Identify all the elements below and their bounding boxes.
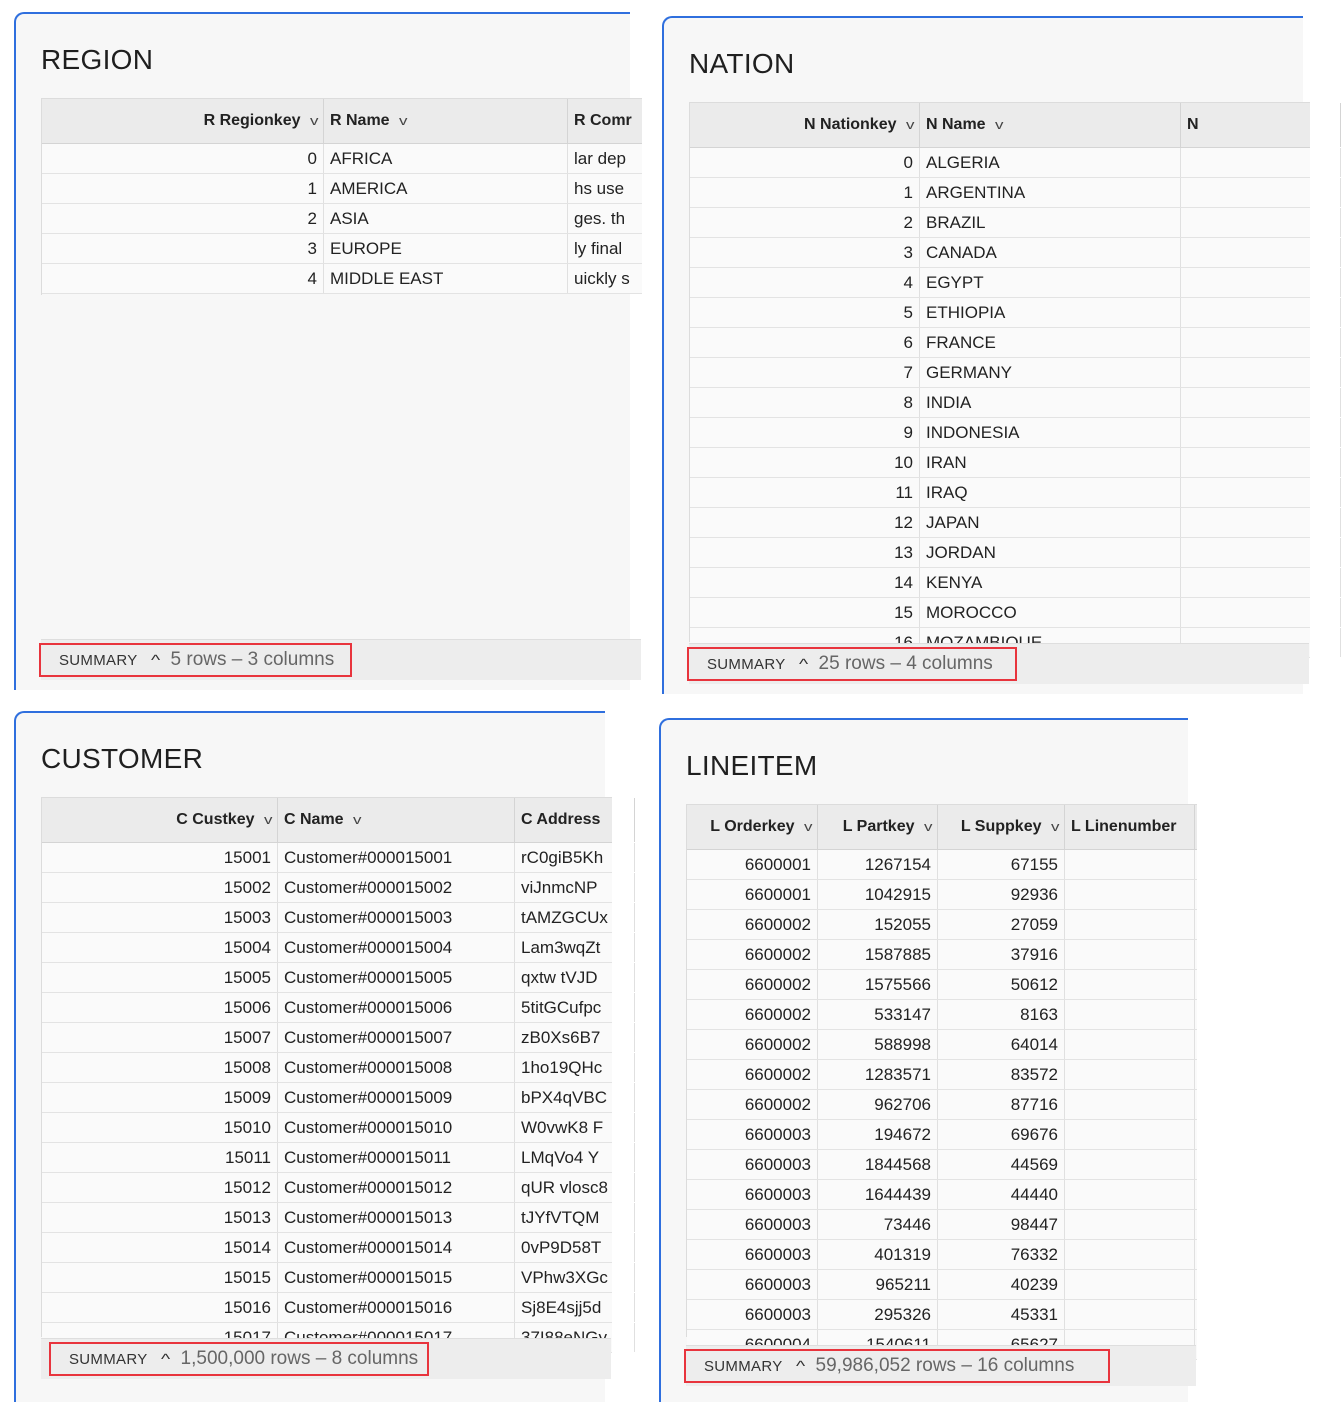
table-cell: [1065, 1210, 1195, 1239]
chevron-down-icon[interactable]: v: [1050, 819, 1059, 834]
table-cell: 15005: [42, 963, 278, 992]
table-cell: INDIA: [920, 388, 1181, 417]
table-cell: ly final: [568, 234, 688, 263]
table-cell: 1ho19QHc: [515, 1053, 635, 1082]
chevron-down-icon[interactable]: v: [803, 819, 812, 834]
table-cell: 5: [690, 298, 920, 327]
table-row[interactable]: [687, 1150, 1197, 1180]
table-row[interactable]: [42, 1233, 612, 1263]
table-cell: 83572: [938, 1060, 1065, 1089]
table-row[interactable]: [690, 298, 1310, 328]
table-cell: 6600003: [687, 1180, 818, 1209]
data-table: [41, 797, 612, 1337]
table-cell: uickly s: [568, 264, 688, 293]
table-cell: 6600003: [687, 1120, 818, 1149]
table-cell: 44440: [938, 1180, 1065, 1209]
table-cell: 15014: [42, 1233, 278, 1262]
table-cell: VPhw3XGc: [515, 1263, 635, 1292]
table-cell: 1: [42, 174, 324, 203]
column-header-label: N Nationkey: [804, 116, 897, 133]
table-cell: JAPAN: [920, 508, 1181, 537]
column-header[interactable]: [1065, 805, 1195, 849]
table-cell: [1181, 148, 1341, 177]
table-cell: [1181, 478, 1341, 507]
table-cell: GERMANY: [920, 358, 1181, 387]
column-header[interactable]: [42, 99, 324, 143]
table-cell: JORDAN: [920, 538, 1181, 567]
table-cell: 0vP9D58T: [515, 1233, 635, 1262]
table-cell: 2: [42, 204, 324, 233]
table-cell: Customer#000015008: [278, 1053, 515, 1082]
table-cell: 76332: [938, 1240, 1065, 1269]
table-header: [690, 103, 1310, 148]
chevron-down-icon[interactable]: v: [994, 117, 1004, 132]
table-cell: CANADA: [920, 238, 1181, 267]
table-cell: [1181, 328, 1341, 357]
column-header[interactable]: [818, 805, 938, 849]
table-cell: 1042915: [818, 880, 938, 909]
chevron-down-icon[interactable]: v: [398, 113, 408, 128]
table-cell: Customer#000015013: [278, 1203, 515, 1232]
table-cell: 12: [690, 508, 920, 537]
panel-title: REGION: [41, 44, 154, 75]
summary-toggle[interactable]: [49, 1342, 429, 1376]
table-cell: 13: [690, 538, 920, 567]
table-cell: ARGENTINA: [920, 178, 1181, 207]
table-cell: 295326: [818, 1300, 938, 1329]
table-cell: 1: [690, 178, 920, 207]
table-cell: 15016: [42, 1293, 278, 1322]
table-cell: [1181, 238, 1341, 267]
table-cell: 40239: [938, 1270, 1065, 1299]
table-row[interactable]: [42, 993, 612, 1023]
table-row[interactable]: [687, 1270, 1197, 1300]
table-row[interactable]: [42, 1293, 612, 1323]
table-cell: Customer#000015003: [278, 903, 515, 932]
table-cell: [1065, 1240, 1195, 1269]
table-row[interactable]: [42, 234, 642, 264]
table-row[interactable]: [690, 238, 1310, 268]
column-header-label: C Custkey: [176, 811, 255, 828]
table-row[interactable]: [687, 1030, 1197, 1060]
table-cell: AMERICA: [324, 174, 568, 203]
customer-panel: [14, 711, 608, 1402]
table-cell: Customer#000015016: [278, 1293, 515, 1322]
table-cell: rC0giB5Kh: [515, 843, 635, 872]
table-cell: 8: [690, 388, 920, 417]
column-header-label: R Comr: [574, 112, 632, 129]
table-row[interactable]: [42, 873, 612, 903]
table-cell: [1181, 388, 1341, 417]
table-row[interactable]: [690, 418, 1310, 448]
table-row[interactable]: [690, 328, 1310, 358]
table-cell: ALGERIA: [920, 148, 1181, 177]
table-cell: qUR vlosc8: [515, 1173, 635, 1202]
table-cell: [1065, 910, 1195, 939]
table-cell: 0: [690, 148, 920, 177]
table-cell: 6: [690, 328, 920, 357]
table-cell: 533147: [818, 1000, 938, 1029]
table-cell: Customer#000015011: [278, 1143, 515, 1172]
column-header[interactable]: [687, 805, 818, 849]
column-header-label: C Address: [521, 811, 601, 828]
table-row[interactable]: [42, 1203, 612, 1233]
column-header-label: R Name: [330, 112, 390, 129]
table-row[interactable]: [690, 358, 1310, 388]
table-cell: 11: [690, 478, 920, 507]
table-cell: ges. th: [568, 204, 688, 233]
table-cell: 15010: [42, 1113, 278, 1142]
table-cell: 4: [42, 264, 324, 293]
summary-bar: [689, 643, 1309, 684]
table-row[interactable]: [687, 1180, 1197, 1210]
table-cell: ETHIOPIA: [920, 298, 1181, 327]
data-table: [41, 98, 642, 295]
column-header-label: L Linenumber: [1071, 818, 1177, 835]
table-cell: 98447: [938, 1210, 1065, 1239]
column-header[interactable]: [278, 798, 515, 842]
table-cell: viJnmcNP: [515, 873, 635, 902]
table-cell: 15001: [42, 843, 278, 872]
table-cell: 87716: [938, 1090, 1065, 1119]
table-cell: 0: [42, 144, 324, 173]
summary-bar: [686, 1345, 1196, 1386]
table-cell: 15015: [42, 1263, 278, 1292]
table-cell: [1181, 358, 1341, 387]
table-cell: 6600003: [687, 1300, 818, 1329]
column-header[interactable]: [920, 103, 1181, 147]
table-cell: IRAN: [920, 448, 1181, 477]
table-cell: 2: [690, 208, 920, 237]
table-row[interactable]: [687, 1240, 1197, 1270]
table-cell: 44569: [938, 1150, 1065, 1179]
table-cell: 15013: [42, 1203, 278, 1232]
lineitem-panel: [659, 718, 1188, 1402]
table-cell: 6600001: [687, 850, 818, 879]
table-row[interactable]: [690, 148, 1310, 178]
table-cell: 64014: [938, 1030, 1065, 1059]
table-cell: 152055: [818, 910, 938, 939]
table-cell: 6600002: [687, 1060, 818, 1089]
table-cell: Customer#000015005: [278, 963, 515, 992]
table-cell: 6600003: [687, 1150, 818, 1179]
table-cell: EGYPT: [920, 268, 1181, 297]
table-row[interactable]: [690, 178, 1310, 208]
table-cell: 15: [690, 598, 920, 627]
table-cell: 6600001: [687, 880, 818, 909]
table-cell: 15012: [42, 1173, 278, 1202]
table-row[interactable]: [42, 843, 612, 873]
table-row[interactable]: [42, 174, 642, 204]
chevron-down-icon[interactable]: v: [352, 812, 362, 827]
table-cell: 8163: [938, 1000, 1065, 1029]
chevron-up-icon[interactable]: ^: [150, 651, 160, 669]
table-cell: 15003: [42, 903, 278, 932]
panel-title: CUSTOMER: [41, 743, 204, 774]
table-cell: 1644439: [818, 1180, 938, 1209]
table-cell: [1181, 568, 1341, 597]
table-cell: [1065, 1120, 1195, 1149]
table-cell: 27059: [938, 910, 1065, 939]
table-cell: KENYA: [920, 568, 1181, 597]
column-header-label: L Orderkey: [710, 818, 795, 835]
table-cell: Customer#000015009: [278, 1083, 515, 1112]
column-header[interactable]: [42, 798, 278, 842]
table-cell: W0vwK8 F: [515, 1113, 635, 1142]
table-row[interactable]: [690, 508, 1310, 538]
table-row[interactable]: [42, 1053, 612, 1083]
table-cell: FRANCE: [920, 328, 1181, 357]
table-cell: BRAZIL: [920, 208, 1181, 237]
table-row[interactable]: [687, 970, 1197, 1000]
table-cell: Customer#000015002: [278, 873, 515, 902]
column-header[interactable]: [515, 798, 635, 842]
column-header-label: N: [1187, 116, 1199, 133]
table-row[interactable]: [687, 1090, 1197, 1120]
table-cell: hs use: [568, 174, 688, 203]
table-row[interactable]: [687, 1000, 1197, 1030]
table-row[interactable]: [42, 1113, 612, 1143]
table-cell: [1181, 298, 1341, 327]
table-cell: 1844568: [818, 1150, 938, 1179]
table-cell: 965211: [818, 1270, 938, 1299]
column-header-label: L Suppkey: [960, 818, 1042, 835]
table-cell: 194672: [818, 1120, 938, 1149]
table-cell: [1181, 598, 1341, 627]
table-cell: MOROCCO: [920, 598, 1181, 627]
table-cell: 1267154: [818, 850, 938, 879]
table-cell: [1181, 418, 1341, 447]
table-cell: 6600002: [687, 1030, 818, 1059]
column-header[interactable]: [938, 805, 1065, 849]
table-cell: [1181, 538, 1341, 567]
table-cell: 3: [690, 238, 920, 267]
column-header[interactable]: [324, 99, 568, 143]
table-row[interactable]: [42, 204, 642, 234]
table-cell: LMqVo4 Y: [515, 1143, 635, 1172]
summary-count: 59,986,052 rows – 16 columns: [815, 1355, 1075, 1376]
table-row[interactable]: [42, 933, 612, 963]
table-row[interactable]: [690, 598, 1310, 628]
column-header-label: N Name: [926, 116, 986, 133]
summary-toggle[interactable]: [687, 647, 1017, 681]
chevron-down-icon[interactable]: v: [309, 113, 318, 128]
data-table: [686, 804, 1197, 1337]
table-cell: 7: [690, 358, 920, 387]
table-cell: [1065, 1270, 1195, 1299]
table-cell: [1181, 268, 1341, 297]
table-row[interactable]: [42, 264, 642, 294]
table-row[interactable]: [42, 903, 612, 933]
summary-toggle[interactable]: [684, 1349, 1110, 1383]
table-cell: lar dep: [568, 144, 688, 173]
table-cell: [1065, 940, 1195, 969]
table-cell: MIDDLE EAST: [324, 264, 568, 293]
table-header: [42, 99, 642, 144]
table-cell: 6600002: [687, 970, 818, 999]
table-row[interactable]: [690, 568, 1310, 598]
table-cell: tJYfVTQM: [515, 1203, 635, 1232]
table-row[interactable]: [687, 880, 1197, 910]
table-row[interactable]: [690, 478, 1310, 508]
table-row[interactable]: [690, 388, 1310, 418]
table-cell: [1065, 880, 1195, 909]
table-row[interactable]: [687, 1120, 1197, 1150]
table-cell: [1181, 508, 1341, 537]
table-cell: 45331: [938, 1300, 1065, 1329]
table-cell: 588998: [818, 1030, 938, 1059]
table-cell: INDONESIA: [920, 418, 1181, 447]
summary-bar: [41, 1338, 611, 1379]
table-row[interactable]: [687, 850, 1197, 880]
summary-label: SUMMARY: [704, 1357, 783, 1375]
chevron-up-icon[interactable]: ^: [795, 1357, 805, 1375]
chevron-down-icon[interactable]: v: [923, 819, 932, 834]
data-table: [689, 102, 1310, 642]
summary-count: 25 rows – 4 columns: [818, 653, 993, 674]
panel-title: NATION: [689, 48, 795, 79]
table-row[interactable]: [690, 208, 1310, 238]
column-header-label: R Regionkey: [203, 112, 301, 129]
table-cell: 10: [690, 448, 920, 477]
summary-label: SUMMARY: [707, 655, 786, 673]
table-cell: IRAQ: [920, 478, 1181, 507]
table-cell: 3: [42, 234, 324, 263]
summary-label: SUMMARY: [69, 1350, 148, 1368]
table-cell: [1065, 970, 1195, 999]
table-cell: 15006: [42, 993, 278, 1022]
table-cell: 6600002: [687, 1000, 818, 1029]
table-cell: [1065, 1180, 1195, 1209]
table-row[interactable]: [690, 538, 1310, 568]
table-cell: 15008: [42, 1053, 278, 1082]
table-cell: 69676: [938, 1120, 1065, 1149]
column-header-label: L Partkey: [842, 818, 915, 835]
table-cell: 4: [690, 268, 920, 297]
table-cell: 5titGCufpc: [515, 993, 635, 1022]
table-cell: [1065, 1300, 1195, 1329]
table-cell: 15004: [42, 933, 278, 962]
table-cell: 37916: [938, 940, 1065, 969]
table-cell: 6600002: [687, 910, 818, 939]
table-cell: 15009: [42, 1083, 278, 1112]
table-row[interactable]: [687, 940, 1197, 970]
table-cell: 1587885: [818, 940, 938, 969]
chevron-up-icon[interactable]: ^: [798, 655, 808, 673]
table-cell: AFRICA: [324, 144, 568, 173]
table-row[interactable]: [42, 1263, 612, 1293]
table-cell: [1065, 1030, 1195, 1059]
table-header: [42, 798, 612, 843]
table-cell: EUROPE: [324, 234, 568, 263]
table-row[interactable]: [690, 268, 1310, 298]
table-row[interactable]: [42, 1143, 612, 1173]
table-cell: 92936: [938, 880, 1065, 909]
table-cell: 6600002: [687, 940, 818, 969]
panel-title: LINEITEM: [686, 750, 818, 781]
table-row[interactable]: [687, 1060, 1197, 1090]
summary-count: 5 rows – 3 columns: [170, 649, 335, 670]
table-cell: Customer#000015001: [278, 843, 515, 872]
table-cell: Customer#000015004: [278, 933, 515, 962]
table-cell: 73446: [818, 1210, 938, 1239]
table-cell: Sj8E4sjj5d: [515, 1293, 635, 1322]
nation-panel: [662, 16, 1303, 694]
summary-label: SUMMARY: [59, 651, 138, 669]
region-panel: [14, 12, 630, 690]
table-cell: 401319: [818, 1240, 938, 1269]
table-cell: 9: [690, 418, 920, 447]
table-cell: 15002: [42, 873, 278, 902]
table-cell: 15007: [42, 1023, 278, 1052]
table-cell: bPX4qVBC: [515, 1083, 635, 1112]
table-cell: 1283571: [818, 1060, 938, 1089]
table-cell: 6600003: [687, 1270, 818, 1299]
table-cell: 14: [690, 568, 920, 597]
table-cell: [1181, 448, 1341, 477]
table-cell: 67155: [938, 850, 1065, 879]
table-cell: Customer#000015014: [278, 1233, 515, 1262]
table-row[interactable]: [687, 910, 1197, 940]
table-cell: tAMZGCUx: [515, 903, 635, 932]
table-row[interactable]: [687, 1300, 1197, 1330]
column-header-label: C Name: [284, 811, 344, 828]
table-cell: Customer#000015007: [278, 1023, 515, 1052]
table-cell: Lam3wqZt: [515, 933, 635, 962]
table-cell: 1575566: [818, 970, 938, 999]
table-row[interactable]: [690, 448, 1310, 478]
table-cell: 6600002: [687, 1090, 818, 1119]
table-row[interactable]: [42, 963, 612, 993]
table-cell: 15011: [42, 1143, 278, 1172]
summary-toggle[interactable]: [39, 643, 352, 677]
table-cell: 50612: [938, 970, 1065, 999]
table-cell: [1181, 208, 1341, 237]
table-cell: Customer#000015012: [278, 1173, 515, 1202]
table-cell: [1065, 850, 1195, 879]
chevron-down-icon[interactable]: v: [263, 812, 272, 827]
table-cell: [1065, 1150, 1195, 1179]
table-cell: ASIA: [324, 204, 568, 233]
table-row[interactable]: [42, 1083, 612, 1113]
column-header[interactable]: [690, 103, 920, 147]
table-cell: Customer#000015006: [278, 993, 515, 1022]
table-cell: [1065, 1060, 1195, 1089]
table-row[interactable]: [42, 144, 642, 174]
summary-bar: [41, 639, 641, 680]
table-row[interactable]: [687, 1210, 1197, 1240]
column-header[interactable]: [1181, 103, 1341, 147]
table-row[interactable]: [42, 1173, 612, 1203]
table-cell: 962706: [818, 1090, 938, 1119]
table-cell: [1181, 178, 1341, 207]
table-cell: 6600003: [687, 1210, 818, 1239]
table-header: [687, 805, 1197, 850]
table-cell: 6600003: [687, 1240, 818, 1269]
chevron-down-icon[interactable]: v: [905, 117, 914, 132]
summary-count: 1,500,000 rows – 8 columns: [180, 1348, 419, 1369]
table-row[interactable]: [42, 1023, 612, 1053]
table-cell: [1065, 1090, 1195, 1119]
table-cell: Customer#000015015: [278, 1263, 515, 1292]
table-cell: Customer#000015010: [278, 1113, 515, 1142]
table-cell: [1065, 1000, 1195, 1029]
table-cell: zB0Xs6B7: [515, 1023, 635, 1052]
table-cell: qxtw tVJD: [515, 963, 635, 992]
chevron-up-icon[interactable]: ^: [160, 1350, 170, 1368]
